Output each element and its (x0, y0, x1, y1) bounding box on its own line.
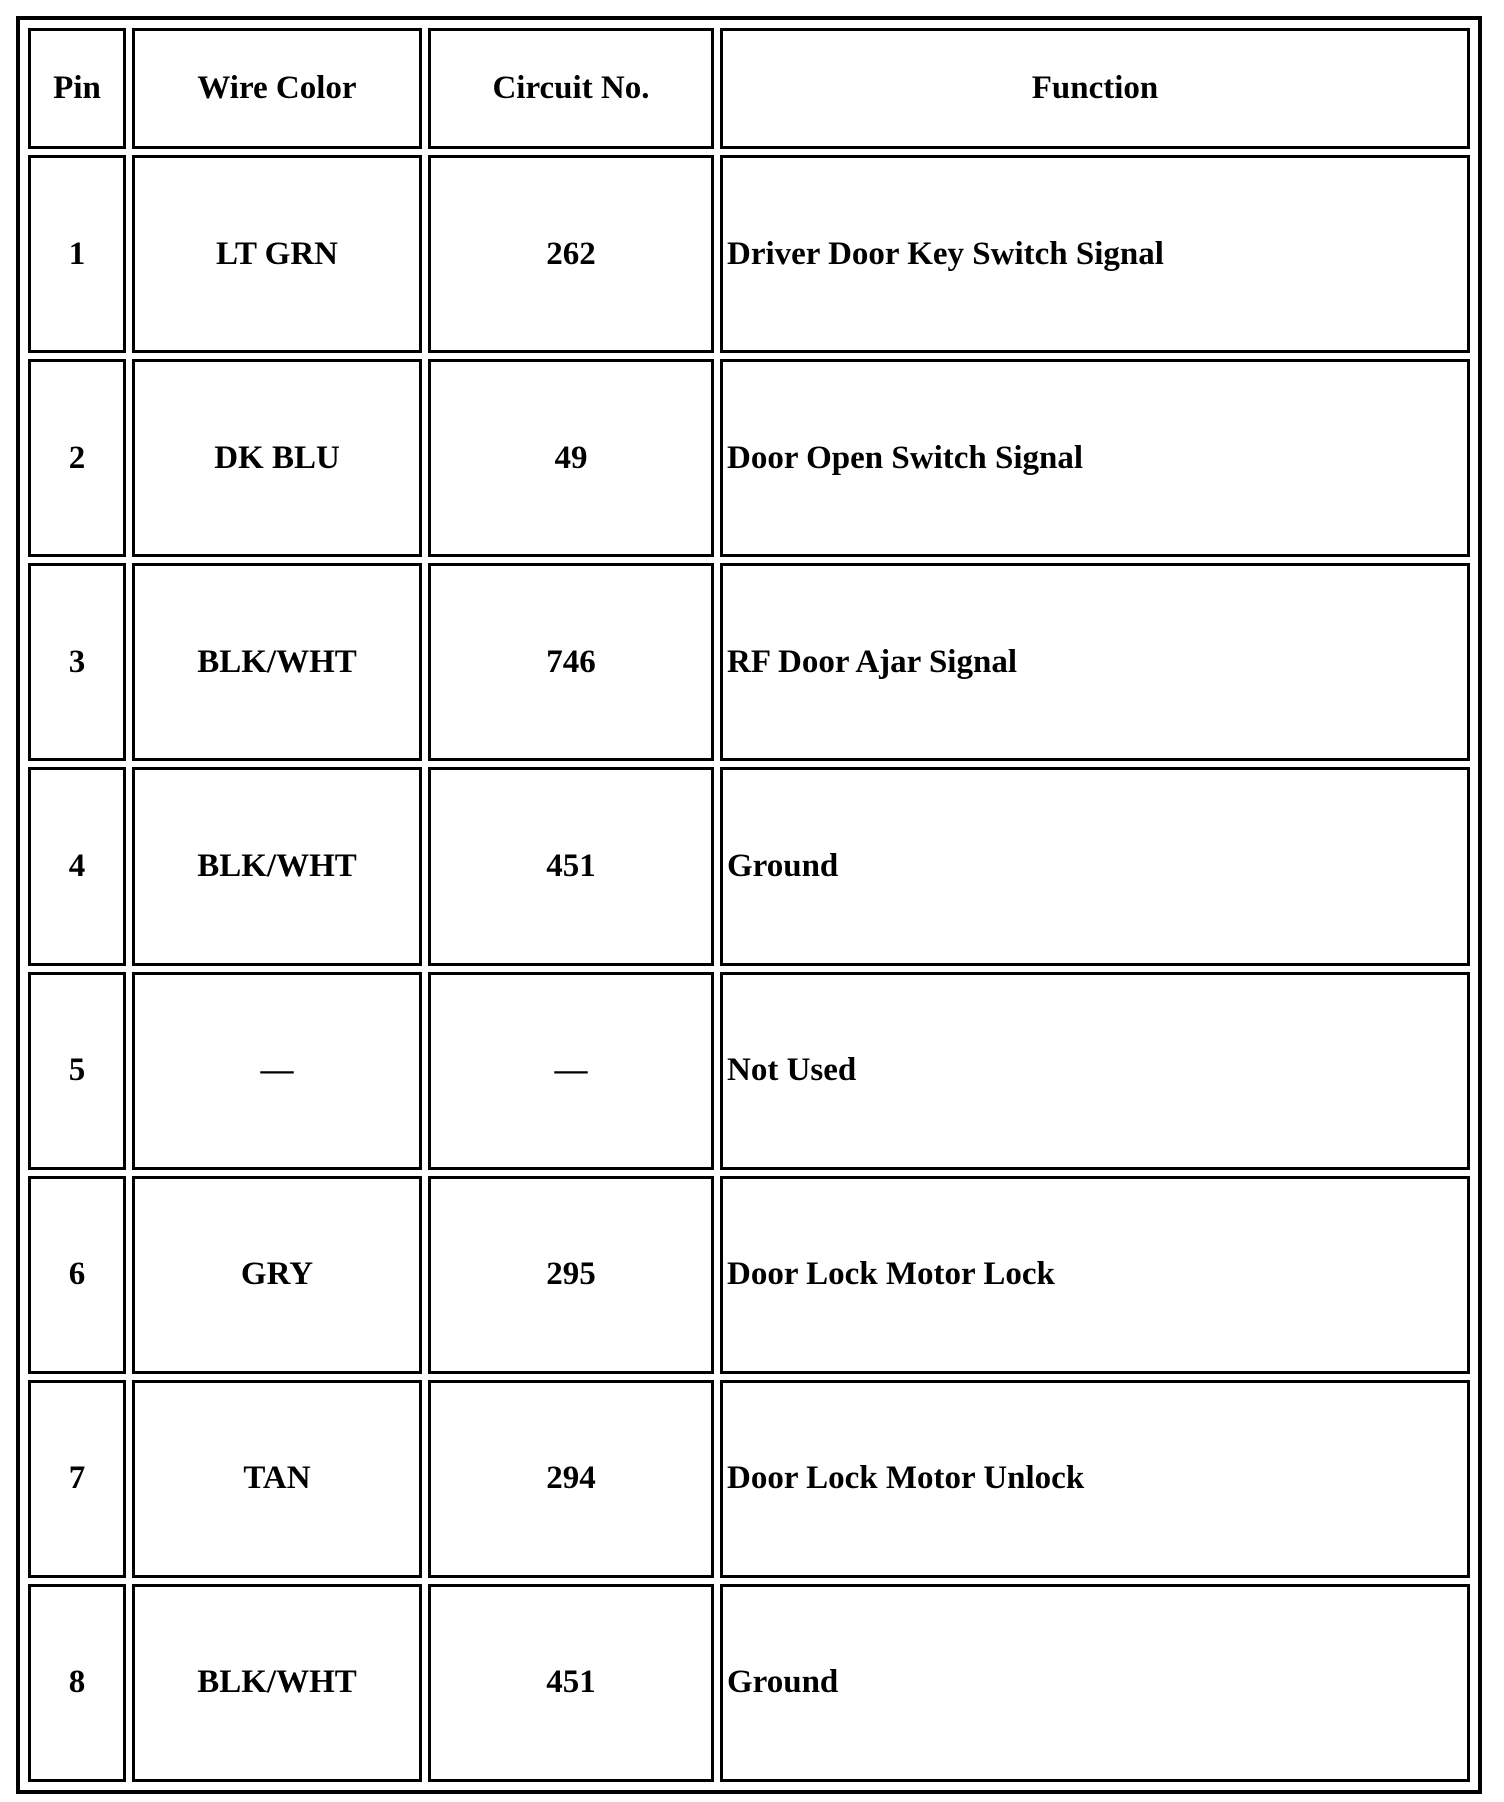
header-pin: Pin (28, 28, 126, 149)
pin-cell: 1 (28, 155, 126, 353)
function-cell: Ground (720, 767, 1470, 965)
table-row (28, 1584, 1470, 1782)
circuit-no-cell: — (428, 972, 714, 1170)
table-row (28, 563, 1470, 761)
pin-cell: 4 (28, 767, 126, 965)
pin-cell: 7 (28, 1380, 126, 1578)
header-circuit-no: Circuit No. (428, 28, 714, 149)
function-cell: Ground (720, 1584, 1470, 1782)
table-row (28, 1380, 1470, 1578)
pin-cell: 3 (28, 563, 126, 761)
table-row (28, 1176, 1470, 1374)
pin-cell: 8 (28, 1584, 126, 1782)
circuit-no-cell: 451 (428, 767, 714, 965)
function-cell: Door Lock Motor Lock (720, 1176, 1470, 1374)
function-cell: Driver Door Key Switch Signal (720, 155, 1470, 353)
table-row (28, 155, 1470, 353)
header-function: Function (720, 28, 1470, 149)
header-wire-color: Wire Color (132, 28, 422, 149)
wire-color-cell: BLK/WHT (132, 767, 422, 965)
circuit-no-cell: 295 (428, 1176, 714, 1374)
connector-pinout-table-frame (16, 16, 1482, 1794)
pin-cell: 2 (28, 359, 126, 557)
function-cell: Door Lock Motor Unlock (720, 1380, 1470, 1578)
table-row (28, 359, 1470, 557)
wire-color-cell: GRY (132, 1176, 422, 1374)
function-cell: Door Open Switch Signal (720, 359, 1470, 557)
wire-color-cell: LT GRN (132, 155, 422, 353)
wire-color-cell: DK BLU (132, 359, 422, 557)
function-cell: RF Door Ajar Signal (720, 563, 1470, 761)
function-cell: Not Used (720, 972, 1470, 1170)
wire-color-cell: BLK/WHT (132, 1584, 422, 1782)
table-row (28, 972, 1470, 1170)
header-row (28, 28, 1470, 149)
pin-cell: 6 (28, 1176, 126, 1374)
circuit-no-cell: 262 (428, 155, 714, 353)
circuit-no-cell: 294 (428, 1380, 714, 1578)
wire-color-cell: BLK/WHT (132, 563, 422, 761)
circuit-no-cell: 451 (428, 1584, 714, 1782)
circuit-no-cell: 49 (428, 359, 714, 557)
wire-color-cell: — (132, 972, 422, 1170)
connector-pinout-table (22, 22, 1476, 1788)
wire-color-cell: TAN (132, 1380, 422, 1578)
table-row (28, 767, 1470, 965)
circuit-no-cell: 746 (428, 563, 714, 761)
pin-cell: 5 (28, 972, 126, 1170)
